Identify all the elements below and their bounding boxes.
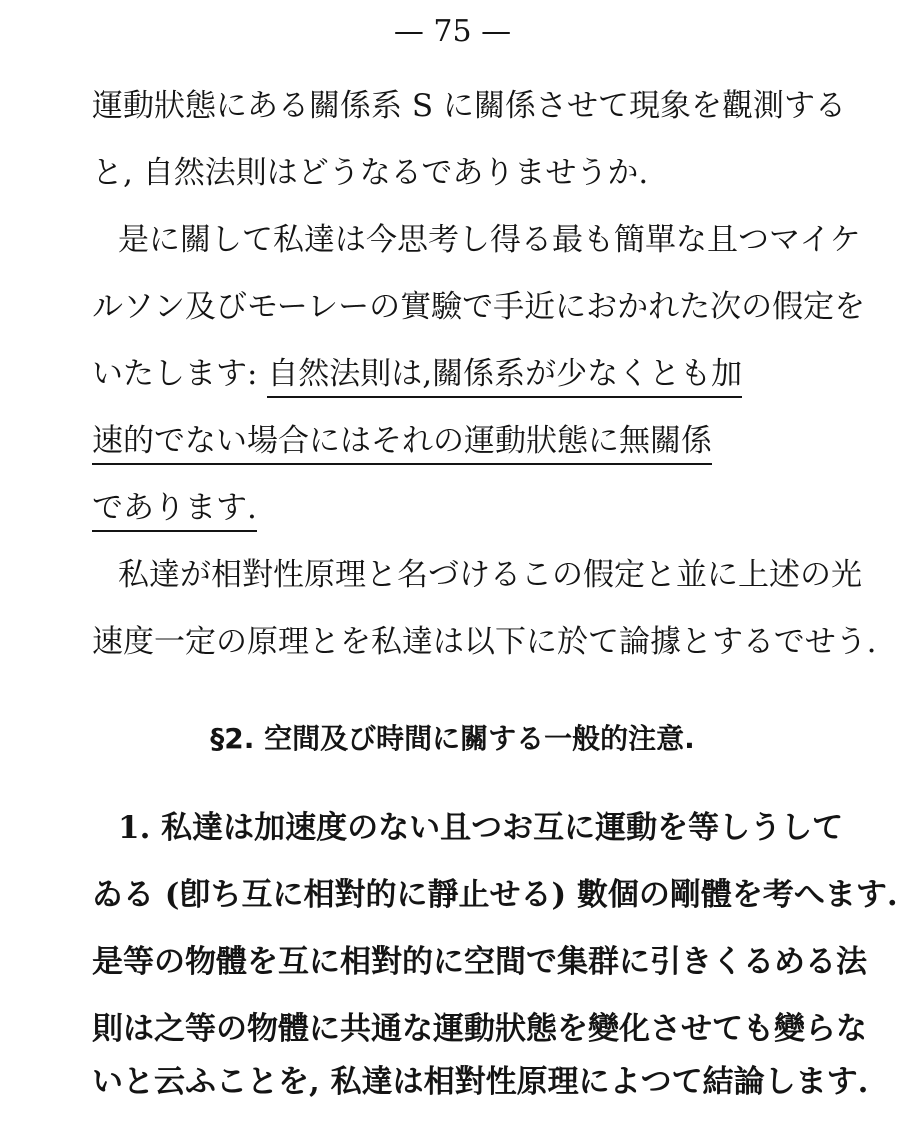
section-heading: §2. 空間及び時間に關する一般的注意.	[210, 722, 695, 755]
text-line-12: 是等の物體を互に相對的に空間で集群に引きくるめる法	[92, 944, 867, 980]
text-line-7	[92, 486, 812, 530]
text-line-2: と, 自然法則はどうなるでありませうか.	[92, 155, 649, 191]
text-line-14: いと云ふことを, 私達は相對性原理によつて結論します.	[92, 1064, 869, 1100]
text-line-1: 運動狀態にある關係系 S に關係させて現象を觀測する	[92, 88, 846, 124]
underlined-principle-part-3: であります.	[92, 490, 257, 532]
text-line-5	[92, 352, 812, 396]
text-line-13: 則は之等の物體に共通な運動狀態を變化させても變らな	[92, 1011, 867, 1047]
text-line-8: 私達が相對性原理と名づけるこの假定と並に上述の光	[118, 557, 862, 593]
text-line-4: ルソン及びモーレーの實驗で手近におかれた次の假定を	[92, 289, 866, 325]
text-line-9: 速度一定の原理とを私達は以下に於て論據とするでせう.	[92, 624, 877, 660]
text-line-6	[92, 419, 812, 463]
text-line-10: 1. 私達は加速度のない且つお互に運動を等しうして	[118, 810, 844, 846]
underlined-principle-part-2: 速的でない場合にはそれの運動狀態に無關係	[92, 423, 712, 465]
text-line-5-plain: いたします:	[92, 356, 268, 392]
page-number: — 75 —	[393, 14, 512, 49]
underlined-principle-part-1: 自然法則は,關係系が少なくとも加	[267, 356, 742, 398]
text-line-11: ゐる (卽ち互に相對的に靜止せる) 數個の剛體を考へます.	[92, 877, 898, 913]
text-line-3: 是に關して私達は今思考し得る最も簡單な且つマイケ	[118, 222, 861, 258]
